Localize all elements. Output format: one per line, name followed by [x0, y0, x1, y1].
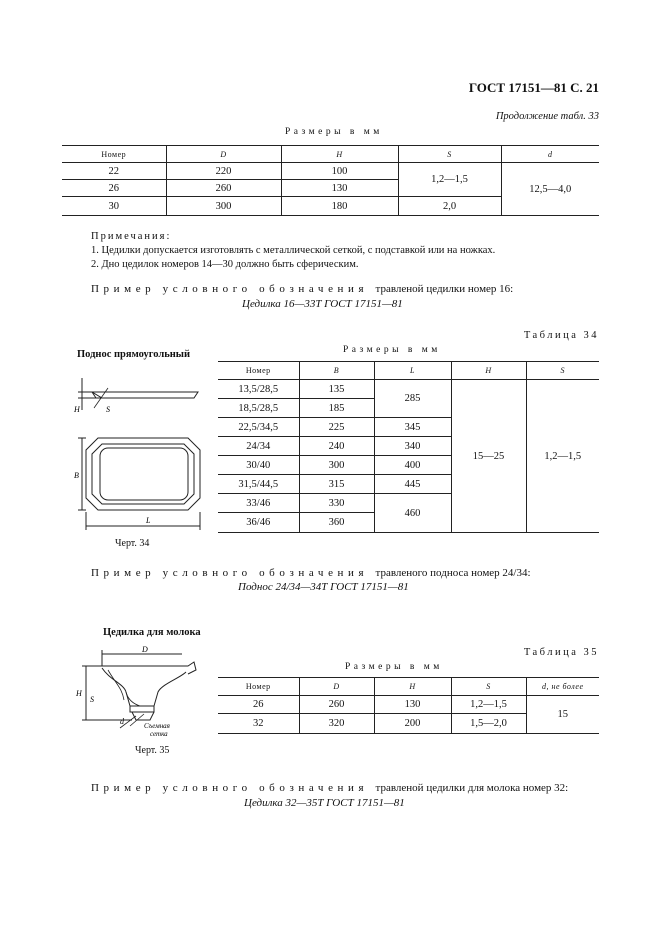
dim-label-H: H [74, 405, 80, 414]
table-row [218, 380, 599, 399]
cell: 32 [218, 714, 299, 734]
dim-label-S: S [106, 405, 110, 414]
cell: 225 [299, 418, 374, 437]
cell: 30 [62, 197, 166, 216]
cell: 445 [374, 475, 451, 494]
section34-title: Поднос прямоугольный [77, 349, 191, 360]
col-header-H: H [374, 678, 451, 696]
cell: 285 [374, 380, 451, 418]
cell: 24/34 [218, 437, 299, 456]
cell: 400 [374, 456, 451, 475]
example3-line [91, 782, 568, 794]
cell: 18,5/28,5 [218, 399, 299, 418]
cell: 345 [374, 418, 451, 437]
col-header-number: Номер [218, 362, 299, 380]
cell: 220 [166, 163, 281, 180]
cell-s-last: 2,0 [398, 197, 501, 216]
cell: 340 [374, 437, 451, 456]
table35-caption: Размеры в мм [345, 662, 443, 672]
example1-text: травленой цедилки номер 16: [375, 283, 514, 295]
note-item-2: 2. Дно цедилок номеров 14—30 должно быть сферическим. [91, 259, 359, 270]
table-continuation-label: Продолжение табл. 33 [495, 111, 599, 122]
table-35 [218, 677, 599, 734]
cell: 31,5/44,5 [218, 475, 299, 494]
cell: 320 [299, 714, 374, 734]
cell: 26 [218, 696, 299, 714]
cell-d-merged: 12,5—4,0 [501, 163, 599, 216]
cell: 200 [374, 714, 451, 734]
cell: 130 [281, 180, 398, 197]
section35-title: Цедилка для молока [103, 627, 201, 638]
col-header-d: d, не более [526, 678, 599, 696]
cell-h-merged: 15—25 [451, 380, 526, 533]
page-header: ГОСТ 17151—81 С. 21 [468, 80, 599, 95]
cell-s-merged: 1,2—1,5 [398, 163, 501, 197]
col-header-d: d [501, 146, 599, 163]
cell: 13,5/28,5 [218, 380, 299, 399]
col-header-D: D [299, 678, 374, 696]
col-header-S: S [526, 362, 599, 380]
cell: 460 [374, 494, 451, 533]
table33-caption: Размеры в мм [285, 127, 383, 137]
cell: 360 [299, 513, 374, 533]
table-row [62, 163, 599, 180]
cell-s-merged: 1,2—1,5 [526, 380, 599, 533]
col-header-H: H [451, 362, 526, 380]
cell: 185 [299, 399, 374, 418]
table-34 [218, 361, 599, 533]
table34-caption: Размеры в мм [343, 345, 441, 355]
milk-strainer-drawing [70, 640, 205, 745]
cell: 33/46 [218, 494, 299, 513]
cell: 130 [374, 696, 451, 714]
dim-label-S: S [90, 695, 94, 704]
example3-code: Цедилка 32—35Т ГОСТ 17151—81 [244, 797, 405, 809]
col-header-H: H [281, 146, 398, 163]
cell: 300 [299, 456, 374, 475]
col-header-L: L [374, 362, 451, 380]
table35-label: Таблица 35 [523, 647, 599, 658]
cell: 260 [166, 180, 281, 197]
example3-prefix: Пример условного обозначения [91, 782, 369, 794]
table34-label: Таблица 34 [523, 330, 599, 341]
note-item-1: 1. Цедилки допускается изготовлять с металлической сеткой, с подставкой или на ножках. [91, 245, 496, 256]
dim-label-B: B [74, 471, 79, 480]
cell: 1,5—2,0 [451, 714, 526, 734]
dim-label-L: L [146, 516, 151, 525]
example2-code: Поднос 24/34—34Т ГОСТ 17151—81 [238, 581, 409, 593]
cell: 330 [299, 494, 374, 513]
cell: 180 [281, 197, 398, 216]
example1-prefix: Пример условного обозначения [91, 283, 369, 295]
mesh-label-2: сетка [150, 730, 168, 738]
table-33 [62, 145, 599, 216]
mesh-label: Съемная [144, 722, 170, 730]
example2-line [91, 567, 531, 579]
cell: 26 [62, 180, 166, 197]
dim-label-D: D [142, 645, 148, 654]
cell: 36/46 [218, 513, 299, 533]
figure35-caption: Черт. 35 [135, 745, 170, 756]
cell: 315 [299, 475, 374, 494]
example3-text: травленой цедилки для молока номер 32: [375, 782, 569, 794]
figure34-caption: Черт. 34 [115, 538, 150, 549]
cell: 30/40 [218, 456, 299, 475]
col-header-D: D [166, 146, 281, 163]
cell: 300 [166, 197, 281, 216]
example2-text: травленого подноса номер 24/34: [375, 567, 531, 579]
cell: 22,5/34,5 [218, 418, 299, 437]
notes-title: Примечания: [91, 231, 172, 242]
dim-label-H: H [76, 689, 82, 698]
cell: 1,2—1,5 [451, 696, 526, 714]
example2-prefix: Пример условного обозначения [91, 567, 369, 579]
table-row [218, 696, 599, 714]
cell: 22 [62, 163, 166, 180]
cell: 135 [299, 380, 374, 399]
col-header-number: Номер [62, 146, 166, 163]
example1-code: Цедилка 16—33Т ГОСТ 17151—81 [242, 298, 403, 310]
col-header-B: B [299, 362, 374, 380]
col-header-S: S [398, 146, 501, 163]
cell: 100 [281, 163, 398, 180]
cell-d-merged: 15 [526, 696, 599, 734]
example1-line [91, 283, 513, 295]
cell: 260 [299, 696, 374, 714]
dim-label-d: d [120, 717, 124, 726]
cell: 240 [299, 437, 374, 456]
notes [91, 230, 611, 272]
col-header-number: Номер [218, 678, 299, 696]
tray-drawing [68, 368, 218, 538]
col-header-S: S [451, 678, 526, 696]
